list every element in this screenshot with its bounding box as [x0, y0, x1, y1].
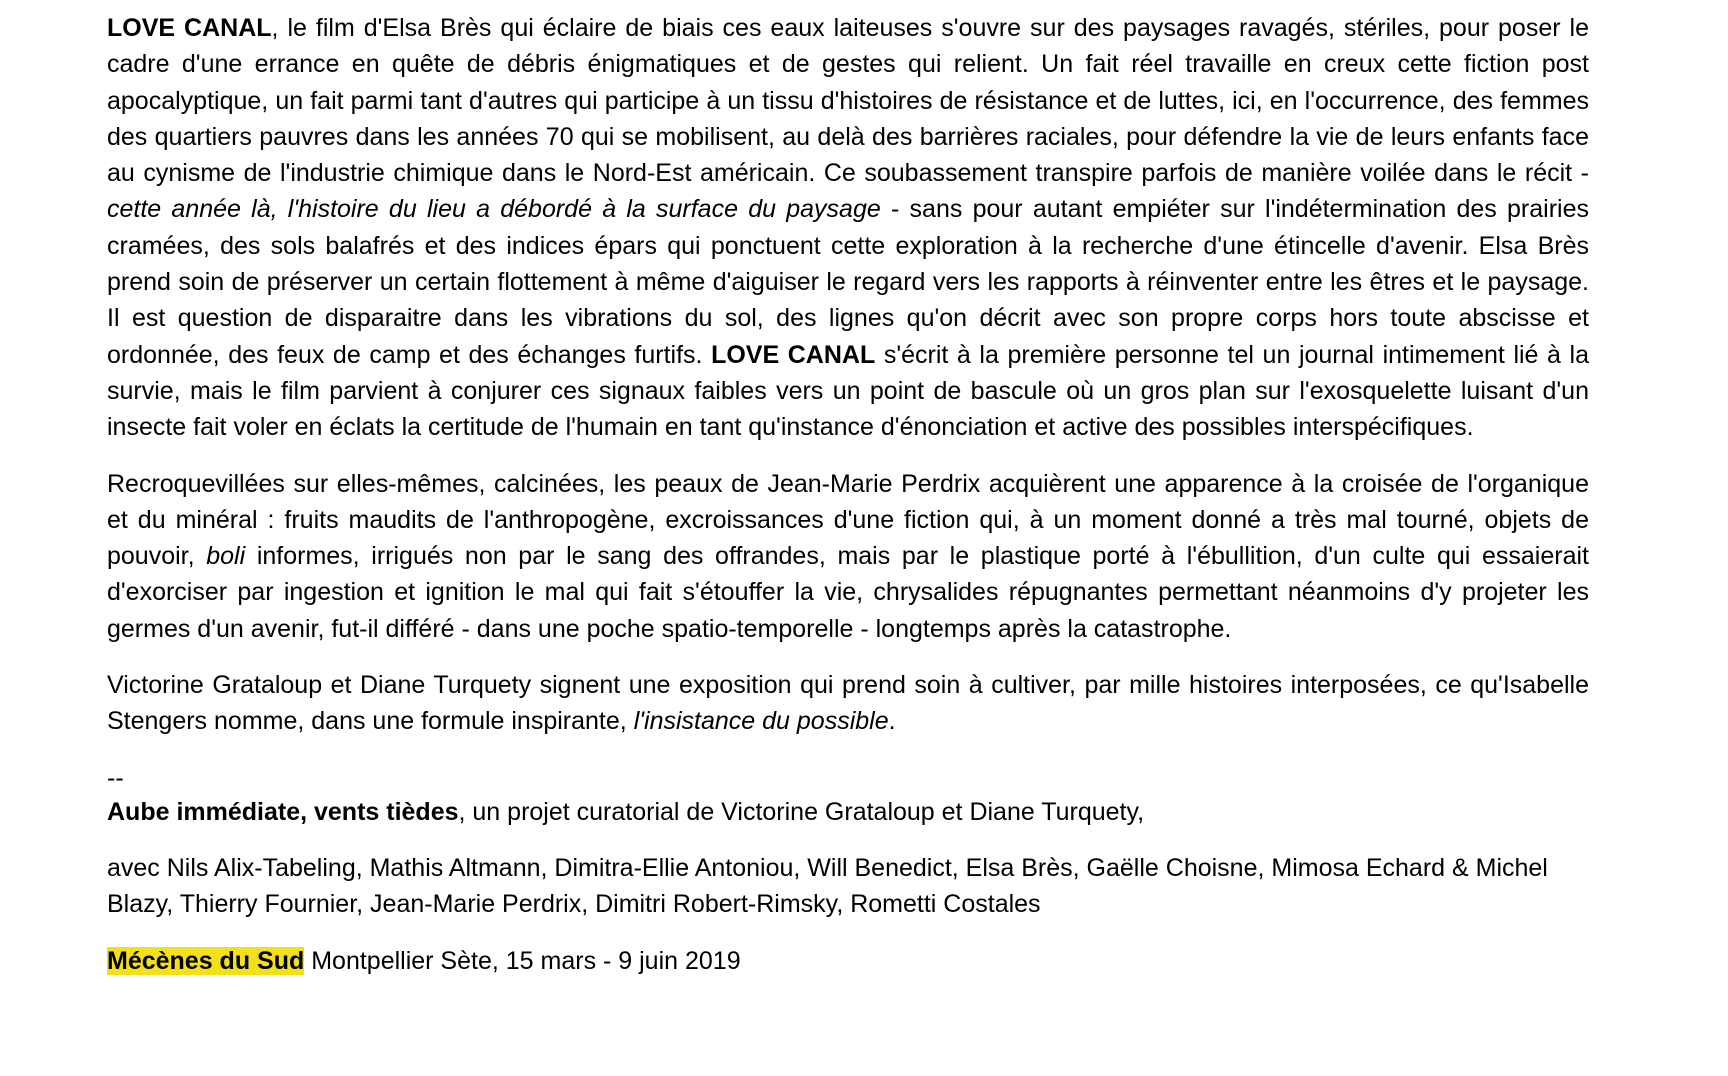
film-quote: cette année là, l'histoire du lieu a débordé à la surface du paysage: [107, 195, 881, 224]
venue-line: [107, 943, 1589, 979]
venue-name: Mécènes du Sud: [107, 946, 305, 975]
credit-text: , un projet curatorial de Victorine Grataloup et Diane Turquety,: [458, 797, 1145, 826]
separator: --: [107, 763, 124, 792]
paragraph-text: s'écrit à la première personne tel un journal intimement lié à la survie, mais le film parvient à conjurer ces signaux faibles vers un point de bascule où un gros plan sur l'exosquelette luisant d'un insecte fait voler en éclats la certitude de l'humain en tant qu'instance d'énonciation et active des possibles interspécifiques.: [107, 340, 1589, 442]
paragraph-curators: [107, 667, 1589, 740]
paragraph-text: .: [888, 707, 896, 736]
paragraph-love-canal: [107, 10, 1589, 446]
artist-list: avec Nils Alix-Tabeling, Mathis Altmann, Dimitra-Ellie Antoniou, Will Benedict, Elsa Brès, Gaëlle Choisne, Mimosa Echard & Michel Blazy, Thierry Fournier, Jean-Marie Perdrix, Dimitri Robert-Rimsky, Rometti Costales: [107, 853, 1548, 919]
paragraph-text: - sans pour autant empiéter sur l'indétermination des prairies cramées, des sols balafrés et des indices épars qui ponctuent cette exploration à la recherche d'une étincelle d'avenir. Elsa Brès prend soin de préserver un certain flottement à même d'aiguiser le regard vers les rapports à réinventer entre les êtres et le paysage. Il est question de disparaitre dans les vibrations du sol, des lignes qu'on décrit avec son propre corps hors toute abscisse et ordonnée, des feux de camp et des échanges furtifs.: [107, 195, 1590, 369]
paragraph-text: Victorine Grataloup et Diane Turquety signent une exposition qui prend soin à cultiver, par mille histoires interposées, ce qu'Isabelle Stengers nomme, dans une formule inspirante,: [107, 671, 1589, 736]
boli-term: boli: [206, 542, 246, 571]
exhibition-credit: [107, 794, 1589, 830]
venue-details: Montpellier Sète, 15 mars - 9 juin 2019: [304, 946, 741, 975]
paragraph-text: Recroquevillées sur elles-mêmes, calcinées, les peaux de Jean-Marie Perdrix acquièrent une apparence à la croisée de l'organique et du minéral : fruits maudits de l'anthropogène, excroissances d'une fiction qui, à un moment donné a très mal tourné, objets de pouvoir,: [107, 469, 1589, 571]
stengers-quote: l'insistance du possible: [633, 707, 889, 736]
paragraph-perdrix: [107, 466, 1589, 647]
exhibition-title: Aube immédiate, vents tièdes: [107, 797, 459, 826]
paragraph-text: informes, irrigués non par le sang des offrandes, mais par le plastique porté à l'ébullition, d'un culte qui essaierait d'exorciser par ingestion et ignition le mal qui fait s'étouffer la vie, chrysalides répugnantes permettant néanmoins d'y projeter les germes d'un avenir, fut-il différé - dans une poche spatio-temporelle - longtemps après la catastrophe.: [107, 542, 1589, 643]
paragraph-text: , le film d'Elsa Brès qui éclaire de biais ces eaux laiteuses s'ouvre sur des paysages ravagés, stériles, pour poser le cadre d'une errance en quête de débris énigmatiques et de gestes qui relient. Un fait réel travaille en creux cette fiction post apocalyptique, un fait parmi tant d'autres qui participe à un tissu d'histoires de résistance et de luttes, ici, en l'occurrence, des femmes des quartiers pauvres dans les années 70 qui se mobilisent, au delà des barrières raciales, pour défendre la vie de leurs enfants face au cynisme de l'industrie chimique dans le Nord-Est américain. Ce soubassement transpire parfois de manière voilée dans le récit -: [107, 14, 1589, 188]
film-title: LOVE CANAL: [711, 340, 876, 369]
film-title: LOVE CANAL: [107, 14, 272, 42]
article: [107, 10, 1589, 979]
